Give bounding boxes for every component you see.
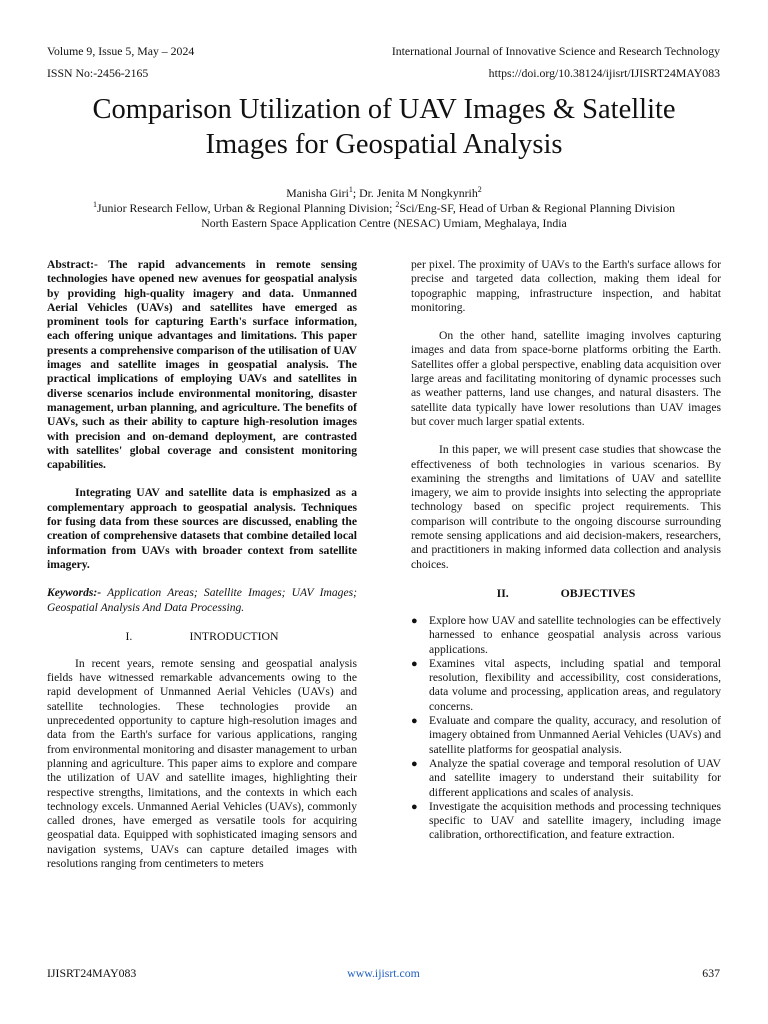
left-column [47,258,357,871]
bullet-icon: ● [411,657,418,670]
author-1-sup: 1 [348,185,353,195]
affiliation-2: Sci/Eng-SF, Head of Urban & Regional Planning Division [399,201,675,215]
abstract-paragraph-1: Abstract:- The rapid advancements in remote sensing technologies have opened new avenues for geospatial analysis by providing high-quality imagery and data. Unmanned Aerial Vehicles (UAVs) and satellites have emerged as prominent tools for capturing Earth's surface information, each offering unique advantages and limitations. This paper presents a comprehensive comparison of the utilisation of UAV images and satellite images in geospatial analysis. The practical implications of employing UAVs and satellites in diverse scenarios include environmental monitoring, disaster management, urban planning, and agriculture. The benefits of UAVs, such as their ability to capture high-resolution images with precision and on-demand deployment, are contrasted with satellites' global coverage and consistent monitoring capabilities. [47,258,357,472]
author-1: Manisha Giri [286,186,349,200]
list-item [411,614,721,657]
body-paragraph-2: On the other hand, satellite imaging involves capturing images and data from space-borne platforms orbiting the Earth. Satellites offer a global perspective, enabling data acquisition over large areas and facilitating monitoring of dynamic processes such as weather patterns, land use changes, and natural disasters. The satellite data typically have lower resolutions than UAV images but cover much larger spatial extents. [411,329,721,428]
list-item-text: Analyze the spatial coverage and temporal resolution of UAV and satellite imagery to understand their suitability for different applications and scales of analysis. [429,756,721,799]
list-item-text: Evaluate and compare the quality, accuracy, and resolution of imagery obtained from Unmanned Aerial Vehicles (UAVs) and satellite platforms for geospatial analysis. [429,714,721,756]
body-paragraph-1: per pixel. The proximity of UAVs to the Earth's surface allows for precise and targeted data collection, making them ideal for topographic mapping, infrastructure inspection, and habitat monitoring. [411,258,721,314]
page-number: 637 [702,966,720,980]
author-2-sup: 2 [477,185,482,195]
body-paragraph-3: In this paper, we will present case studies that showcase the effectiveness of both technologies in various scenarios. By examining the strengths and limitations of UAV and satellite imagery, we aim to provide insights into selecting the appropriate technology based on specific project requirements. This comparison will contribute to the ongoing discourse surrounding remote sensing applications and aid decision-makers, researchers, and practitioners in making informed data collection and analysis choices. [411,443,721,571]
doi-link[interactable]: https://doi.org/10.38124/ijisrt/IJISRT24MAY083 [488,66,720,80]
list-item [411,800,721,843]
section-title: INTRODUCTION [189,628,279,643]
section-heading-introduction [47,629,357,643]
affiliation-line-2: North Eastern Space Application Centre (NESAC) Umiam, Meghalaya, India [201,216,567,230]
author-2: ; Dr. Jenita M Nongkynrih [352,186,478,200]
abstract-paragraph-2: Integrating UAV and satellite data is emphasized as a complementary approach to geospatial analysis. Techniques for fusing data from these sources are discussed, enabling the creation of comprehensive datasets that combine detailed local information from UAVs with broader context from satellite imagery. [47,486,357,571]
section-number: II. [496,585,509,600]
list-item-text: Examines vital aspects, including spatial and temporal resolution, flexibility and accessibility, cost considerations, data volume and processing, application areas, and regulatory concerns. [429,656,721,713]
list-item [411,714,721,757]
title-line-1: Comparison Utilization of UAV Images & Satellite [92,94,676,125]
right-column [411,258,721,843]
issn: ISSN No:-2456-2165 [47,66,149,80]
bullet-icon: ● [411,757,418,770]
author-block [20,186,748,231]
bullet-icon: ● [411,800,418,813]
keywords-label: Keywords:- [47,586,102,600]
affiliation-2-sup: 2 [395,200,400,210]
footer-website-link[interactable]: www.ijisrt.com [347,966,420,980]
list-item-text: Investigate the acquisition methods and processing techniques specific to UAV and satellite imagery, including image calibration, orthorectification, and feature extraction. [429,799,721,842]
introduction-paragraph: In recent years, remote sensing and geospatial analysis fields have witnessed remarkable advancements owing to the rapid development of Unmanned Aerial Vehicles (UAVs) and satellite technologies. These technologies provide an unprecedented opportunity to capture high-resolution images and data from the Earth's surface for various applications, ranging from environmental monitoring and disaster management to urban planning and agriculture. This paper aims to explore and compare the utilization of UAV and satellite images, highlighting their respective strengths, limitations, and the contexts in which each technology excels. Unmanned Aerial Vehicles (UAVs), commonly called drones, have emerged as versatile tools for acquiring geospatial data. Equipped with sophisticated imaging sensors and navigation systems, UAVs can capture detailed images with resolutions ranging from centimeters to meters [47,656,357,870]
running-header-top [47,44,720,58]
journal-name: International Journal of Innovative Science and Research Technology [391,44,720,58]
affiliation-1-sup: 1 [93,200,97,210]
keywords-text: Application Areas; Satellite Images; UAV Images; Geospatial Analysis And Data Processing. [47,586,357,614]
affiliation-line-1 [20,201,748,216]
list-item-text: Explore how UAV and satellite technologies can be effectively harnessed to enhance geospatial analysis across various applications. [429,613,721,656]
section-title: OBJECTIVES [560,585,636,600]
footer-paper-id: IJISRT24MAY083 [47,966,137,980]
bullet-icon: ● [411,715,418,728]
running-header-bottom [47,66,720,80]
section-number: I. [125,628,133,643]
author-names [20,186,748,201]
volume-issue: Volume 9, Issue 5, May – 2024 [47,44,195,58]
bullet-icon: ● [411,614,418,627]
objectives-list [411,614,721,843]
page-footer [47,966,720,980]
title-line-2: Images for Geospatial Analysis [205,129,563,160]
paper-title [30,92,738,162]
keywords [47,586,357,615]
list-item [411,657,721,714]
affiliation-1: Junior Research Fellow, Urban & Regional Planning Division; [97,201,396,215]
section-heading-objectives [411,586,721,600]
list-item [411,757,721,800]
